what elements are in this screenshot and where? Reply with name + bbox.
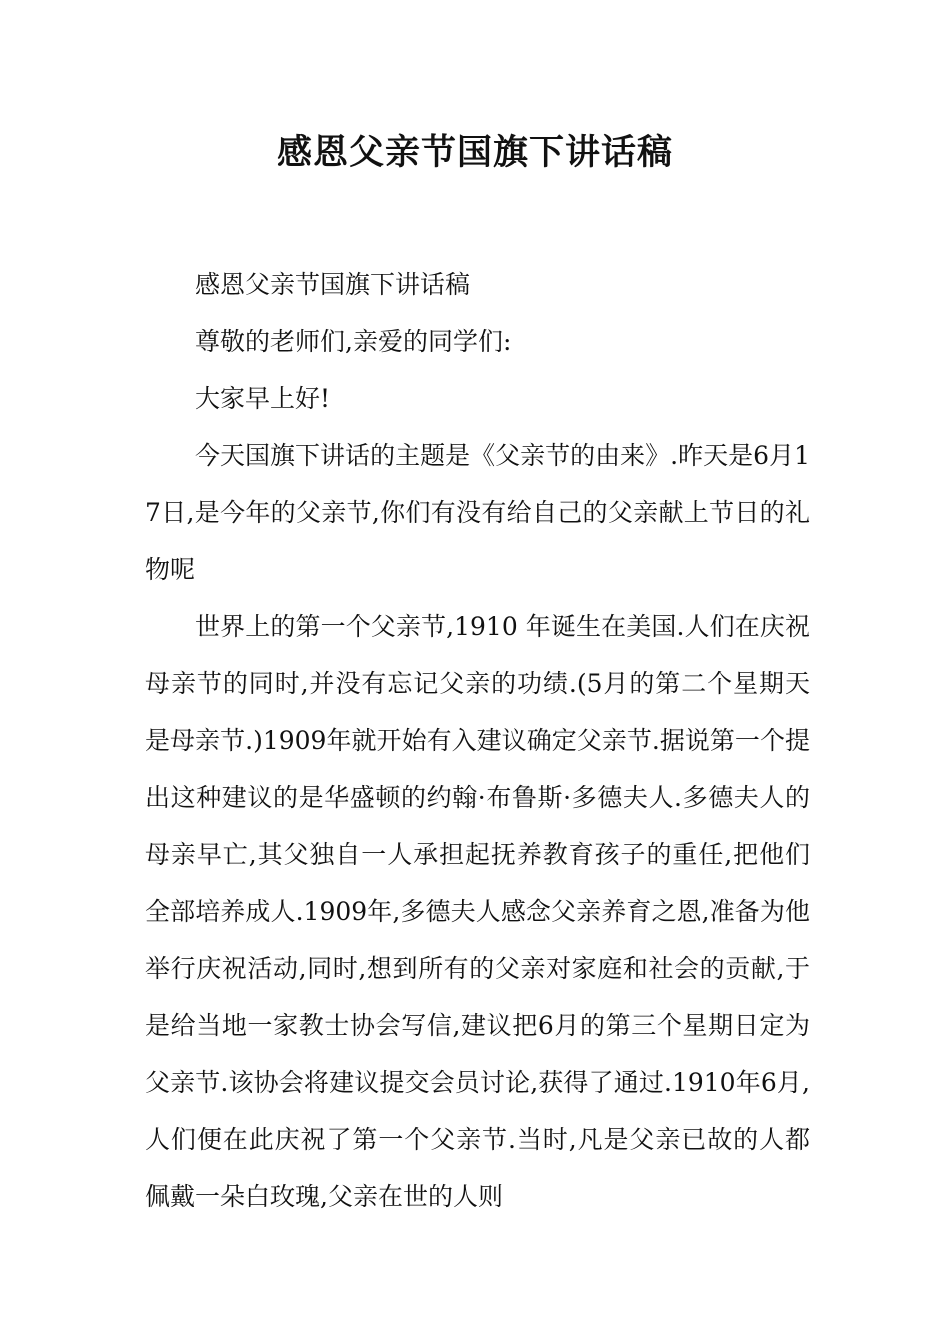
paragraph-topic: 今天国旗下讲话的主题是《父亲节的由来》.昨天是6月17日,是今年的父亲节,你们有没有给自己的父亲献上节日的礼物呢 — [145, 441, 810, 584]
document-title: 感恩父亲节国旗下讲话稿 — [276, 132, 673, 173]
paragraph-salutation: 尊敬的老师们,亲爱的同学们: — [195, 327, 512, 356]
document-body — [145, 256, 810, 1225]
paragraph-history: 世界上的第一个父亲节,1910 年诞生在美国.人们在庆祝母亲节的同时,并没有忘记父亲的功绩.(5月的第二个星期天是母亲节.)1909年就开始有入建议确定父亲节.据说第一个提出这种建议的是华盛顿的约翰·布鲁斯·多德夫人.多德夫人的母亲早亡,其父独自一人承担起抚养教育孩子的重任,把他们全部培养成人.1909年,多德夫人感念父亲养育之恩,准备为他举行庆祝活动,同时,想到所有的父亲对家庭和社会的贡献,于是给当地一家教士协会写信,建议把6月的第三个星期日定为父亲节.该协会将建议提交会员讨论,获得了通过.1910年6月,人们便在此庆祝了第一个父亲节.当时,凡是父亲已故的人都佩戴一朵白玫瑰,父亲在世的人则 — [145, 612, 810, 1211]
paragraph-heading: 感恩父亲节国旗下讲话稿 — [195, 270, 471, 299]
paragraph-greeting: 大家早上好! — [195, 384, 331, 413]
